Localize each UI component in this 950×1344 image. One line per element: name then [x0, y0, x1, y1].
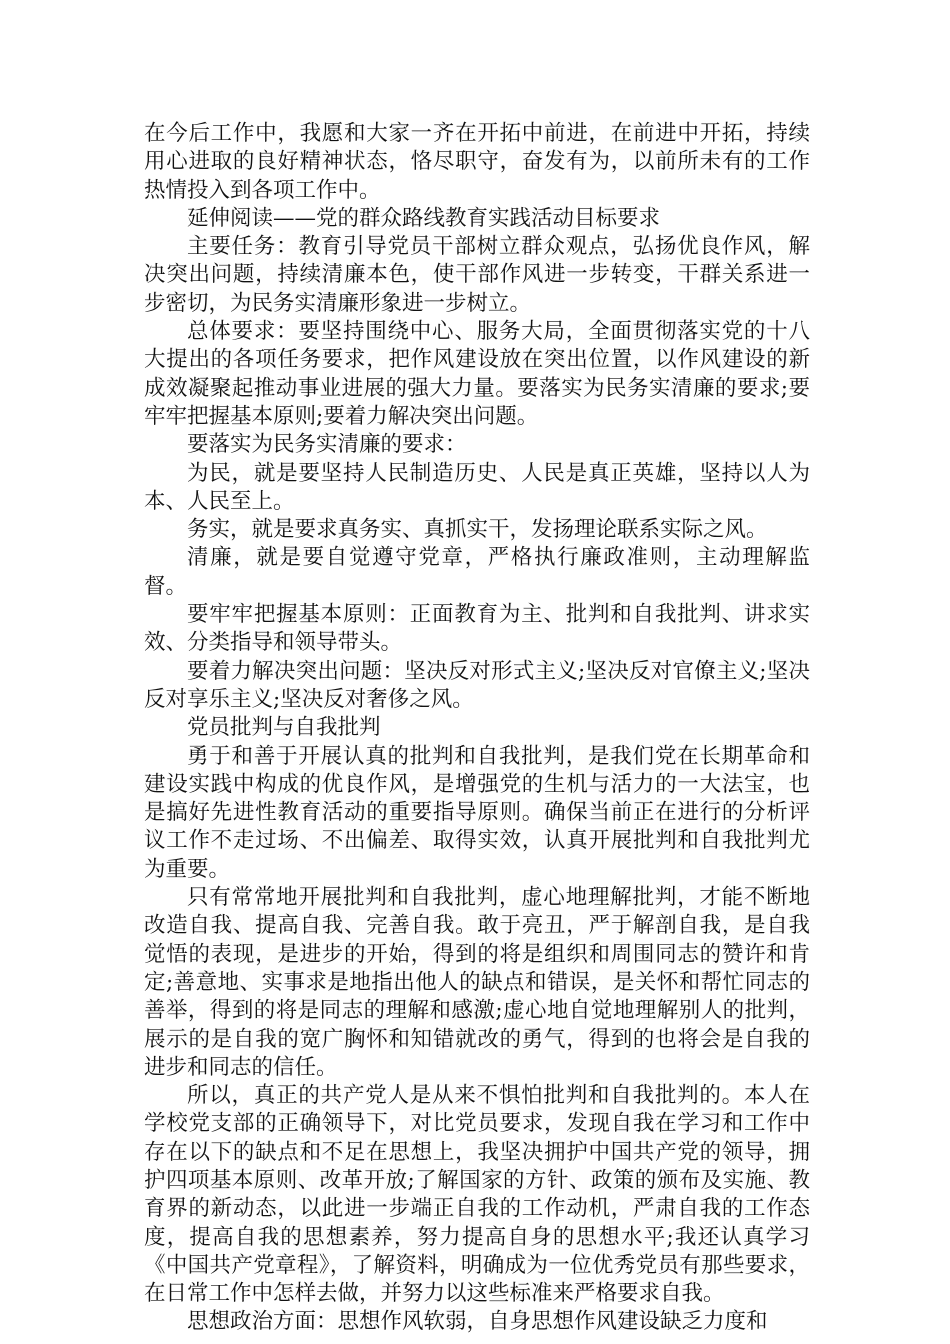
paragraph-requirements-intro: 要落实为民务实清廉的要求：	[187, 432, 467, 458]
paragraph-pragmatic: 务实，就是要求真务实、真抓实干，发扬理论联系实际之风。	[187, 517, 768, 543]
document-page	[144, 120, 810, 1337]
paragraph-key-problems: 要着力解决突出问题：坚决反对形式主义;坚决反对官僚主义;坚决反对享乐主义;坚决反对奢侈之风。	[144, 658, 810, 712]
paragraph-basic-principles: 要牢牢把握基本原则：正面教育为主、批判和自我批判、讲求实效、分类指导和领导带头。	[144, 602, 810, 656]
paragraph-criticism-importance: 勇于和善于开展认真的批判和自我批判，是我们党在长期革命和建设实践中构成的优良作风，是增强党的生机与活力的一大法宝，也是搞好先进性教育活动的重要指导原则。确保当前正在进行的分析评议工作不走过场、不出偏差、取得实效，认真开展批判和自我批判尤为重要。	[144, 743, 810, 882]
section-heading-criticism: 党员批判与自我批判	[187, 715, 381, 741]
paragraph-ideological-political: 思想政治方面：思想作风软弱，自身思想作风建设缺乏力度和	[187, 1309, 768, 1335]
section-heading-extended-reading: 延伸阅读——党的群众路线教育实践活动目标要求	[187, 205, 661, 231]
paragraph-main-task: 主要任务：教育引导党员干部树立群众观点，弘扬优良作风，解决突出问题，持续清廉本色，使干部作风进一步转变，干群关系进一步密切，为民务实清廉形象进一步树立。	[144, 234, 810, 316]
paragraph-self-improvement: 只有常常地开展批判和自我批判，虚心地理解批判，才能不断地改造自我、提高自我、完善自我。敢于亮丑，严于解剖自我，是自我觉悟的表现，是进步的开始，得到的将是组织和周围同志的赞许和肯定;善意地、实事求是地指出他人的缺点和错误，是关怀和帮忙同志的善举，得到的将是同志的理解和感激;虚心地自觉地理解别人的批判，展示的是自我的宽广胸怀和知错就改的勇气，得到的也将会是自我的进步和同志的信任。	[144, 885, 810, 1080]
paragraph-for-people: 为民，就是要坚持人民制造历史、人民是真正英雄，坚持以人为本、人民至上。	[144, 460, 810, 514]
paragraph-self-review: 所以，真正的共产党人是从来不惧怕批判和自我批判的。本人在学校党支部的正确领导下，对比党员要求，发现自我在学习和工作中存在以下的缺点和不足在思想上，我坚决拥护中国共产党的领导，拥护四项基本原则、改革开放;了解国家的方针、政策的颁布及实施、教育界的新动态，以此进一步端正自我的工作动机，严肃自我的工作态度，提高自我的思想素养，努力提高自身的思想水平;我还认真学习《中国共产党章程》，了解资料，明确成为一位优秀党员有那些要求，在日常工作中怎样去做，并努力以这些标准来严格要求自我。	[144, 1083, 810, 1307]
paragraph-integrity: 清廉，就是要自觉遵守党章，严格执行廉政准则，主动理解监督。	[144, 545, 810, 599]
paragraph-intro: 在今后工作中，我愿和大家一齐在开拓中前进，在前进中开拓，持续用心进取的良好精神状态，恪尽职守，奋发有为，以前所未有的工作热情投入到各项工作中。	[144, 121, 810, 203]
paragraph-overall-requirements: 总体要求：要坚持围绕中心、服务大局，全面贯彻落实党的十八大提出的各项任务要求，把作风建设放在突出位置，以作风建设的新成效凝聚起推动事业进展的强大力量。要落实为民务实清廉的要求;要牢牢把握基本原则;要着力解决突出问题。	[144, 319, 810, 429]
